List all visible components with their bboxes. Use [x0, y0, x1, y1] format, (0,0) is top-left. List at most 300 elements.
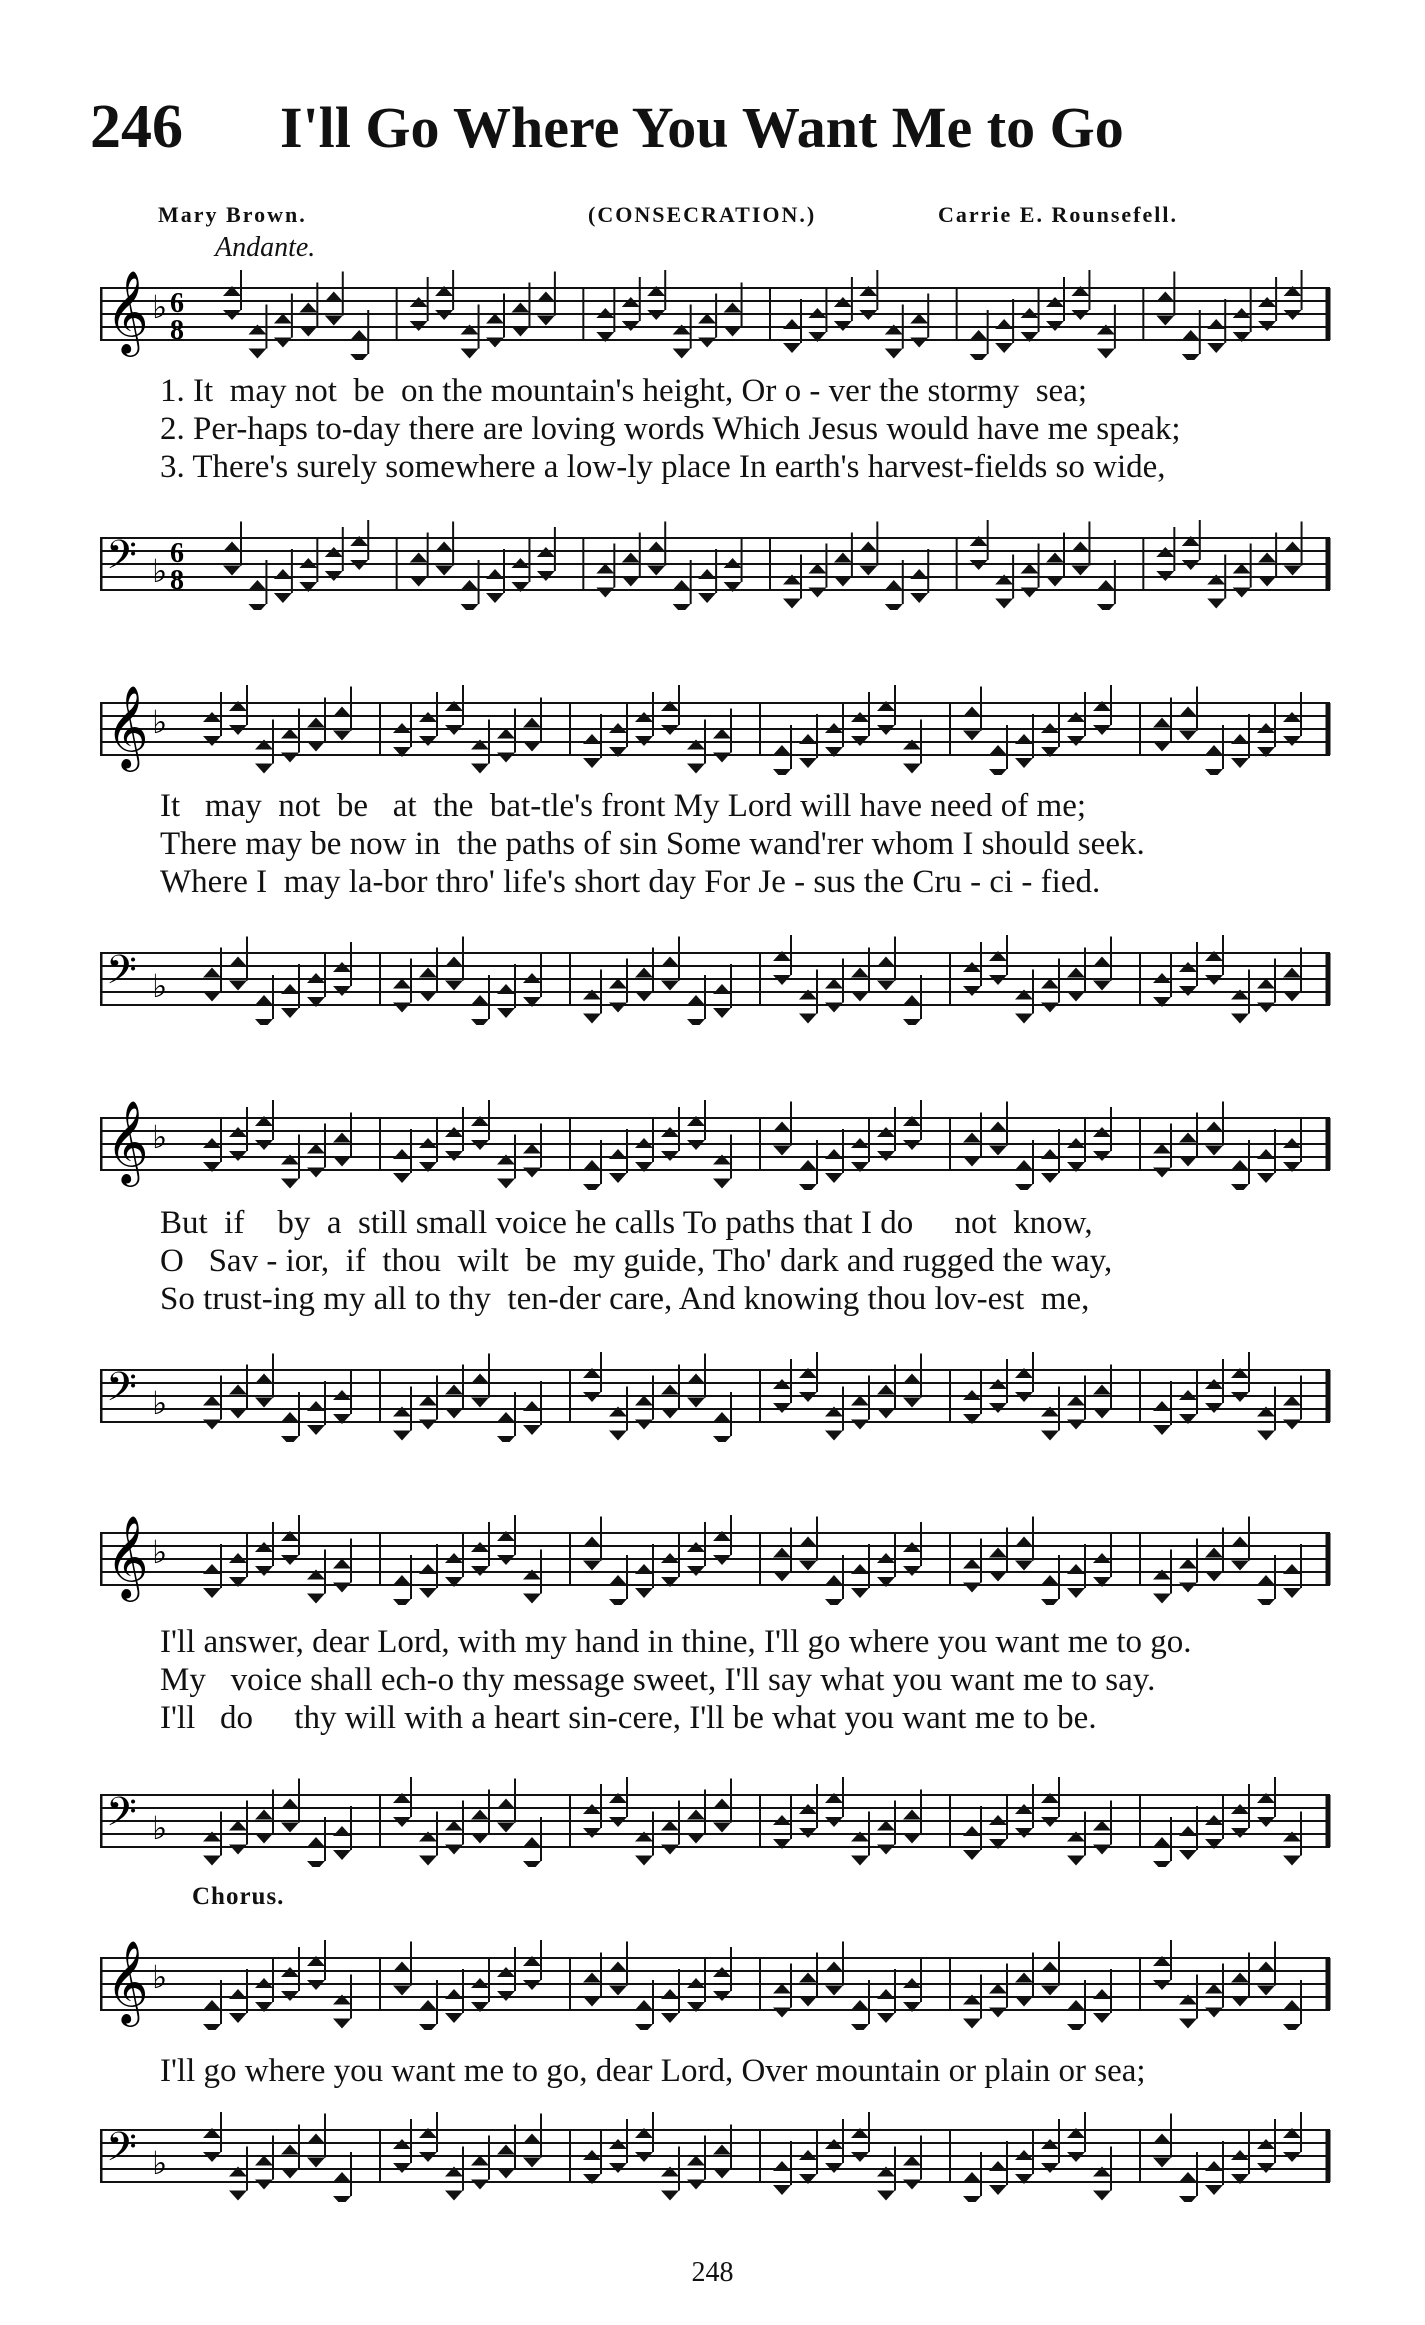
- time-signature-denominator: 8: [170, 565, 184, 596]
- note-head: [1093, 1385, 1111, 1395]
- note-head: [255, 1834, 273, 1844]
- note-head: [989, 769, 1007, 775]
- note-head: [1205, 2161, 1223, 2171]
- note-head: [471, 1398, 489, 1408]
- note-head: [859, 542, 877, 552]
- bass-staff: [100, 2112, 1340, 2202]
- note-head: [963, 1157, 981, 1167]
- note-head: [445, 1409, 463, 1419]
- note-head: [903, 764, 921, 774]
- note-head: [596, 588, 614, 598]
- note-head: [523, 1861, 541, 1867]
- note-head: [497, 1436, 515, 1442]
- note-head: [1179, 1157, 1197, 1167]
- note-head: [1258, 553, 1276, 563]
- note-head: [687, 2180, 705, 2190]
- note-head: [1153, 742, 1171, 752]
- key-signature-flat-icon: ♭: [152, 1118, 168, 1156]
- note-head: [1015, 1997, 1033, 2007]
- note-head: [471, 1810, 489, 1820]
- lyric-verse-2: 2. Per-haps to-day there are loving words Which Jesus would have me speak;: [160, 411, 1181, 447]
- lyrics-block: [160, 372, 1340, 486]
- note-head: [773, 1122, 791, 1132]
- note-head: [350, 330, 368, 340]
- note-head: [989, 1572, 1007, 1582]
- tune-name: (CONSECRATION.): [588, 202, 817, 227]
- note-head: [635, 1588, 653, 1598]
- note-head: [203, 1564, 221, 1574]
- note-head: [523, 1837, 541, 1847]
- note-head: [903, 995, 921, 1005]
- note-head: [851, 2000, 869, 2010]
- note-head: [773, 769, 791, 775]
- note-head: [1093, 981, 1111, 991]
- note-head: [307, 1425, 325, 1435]
- note-head: [661, 1409, 679, 1419]
- bass-staff: [100, 935, 1340, 1025]
- note-head: [333, 1157, 351, 1167]
- note-head: [1015, 1014, 1033, 1024]
- note-head: [1041, 1962, 1059, 1972]
- note-head: [203, 1420, 221, 1430]
- note-head: [1179, 1850, 1197, 1860]
- note-head: [497, 984, 515, 994]
- note-head: [713, 984, 731, 994]
- note-head: [963, 2196, 981, 2202]
- note-head: [609, 1599, 627, 1605]
- note-head: [229, 957, 247, 967]
- note-head: [203, 992, 221, 1002]
- note-head: [851, 1564, 869, 1574]
- note-head: [523, 718, 541, 728]
- note-head: [281, 2145, 299, 2155]
- note-head: [255, 2180, 273, 2190]
- note-head: [1093, 2191, 1111, 2201]
- note-head: [461, 604, 479, 610]
- note-head: [903, 2180, 921, 2190]
- note-head: [229, 1385, 247, 1395]
- note-head: [609, 1431, 627, 1441]
- note-head: [255, 764, 273, 774]
- note-head: [393, 1431, 411, 1441]
- key-signature-flat-icon: ♭: [152, 1958, 168, 1996]
- tempo-marking: Andante.: [215, 232, 316, 263]
- note-head: [419, 968, 437, 978]
- note-head: [903, 1834, 921, 1844]
- note-head: [1093, 1989, 1111, 1999]
- note-head: [1207, 319, 1225, 329]
- note-head: [713, 753, 731, 763]
- note-head: [255, 1398, 273, 1408]
- note-head: [1015, 734, 1033, 744]
- note-head: [661, 957, 679, 967]
- note-head: [673, 580, 691, 590]
- note-head: [1205, 1548, 1223, 1558]
- page-number: 248: [691, 2257, 734, 2288]
- key-signature-flat-icon: ♭: [152, 1533, 168, 1571]
- note-head: [281, 1179, 299, 1189]
- note-head: [963, 1826, 981, 1836]
- treble-staff: [100, 685, 1340, 775]
- note-head: [851, 1588, 869, 1598]
- note-head: [1067, 2000, 1085, 2010]
- note-head: [687, 1019, 705, 1025]
- key-signature-flat-icon: ♭: [152, 703, 168, 741]
- bass-clef-icon: 𝄢: [106, 532, 137, 588]
- note-head: [1067, 992, 1085, 1002]
- note-head: [1041, 1149, 1059, 1159]
- note-head: [1257, 1173, 1275, 1183]
- note-head: [1257, 1986, 1275, 1996]
- note-head: [989, 2161, 1007, 2171]
- note-head: [1041, 1575, 1059, 1585]
- note-head: [698, 338, 716, 348]
- note-head: [1284, 566, 1302, 576]
- note-head: [583, 758, 601, 768]
- note-head: [609, 1962, 627, 1972]
- note-head: [333, 1826, 351, 1836]
- note-head: [1067, 1588, 1085, 1598]
- note-head: [333, 1850, 351, 1860]
- note-head: [773, 2185, 791, 2195]
- note-head: [661, 2191, 679, 2201]
- treble-staff: [100, 270, 1340, 360]
- note-head: [523, 1594, 541, 1604]
- note-head: [333, 2172, 351, 2182]
- note-head: [1093, 1409, 1111, 1419]
- note-head: [1283, 2024, 1301, 2030]
- note-head: [1153, 1401, 1171, 1411]
- note-head: [393, 1986, 411, 1996]
- note-head: [989, 1122, 1007, 1132]
- note-head: [583, 1014, 601, 1024]
- note-head: [1205, 2185, 1223, 2195]
- note-head: [635, 2024, 653, 2030]
- note-head: [445, 2013, 463, 2023]
- note-head: [1283, 1564, 1301, 1574]
- note-head: [698, 593, 716, 603]
- note-head: [687, 995, 705, 1005]
- note-head: [687, 1810, 705, 1820]
- note-head: [1067, 968, 1085, 978]
- note-head: [1179, 2019, 1197, 2029]
- note-head: [724, 327, 742, 337]
- note-head: [877, 1845, 895, 1855]
- note-head: [1257, 1149, 1275, 1159]
- note-head: [1097, 349, 1115, 359]
- note-head: [963, 1583, 981, 1593]
- note-head: [903, 1019, 921, 1025]
- treble-clef-icon: 𝄞: [106, 1100, 149, 1183]
- note-head: [834, 577, 852, 587]
- key-signature-flat-icon: ♭: [152, 2144, 168, 2182]
- note-head: [1067, 1420, 1085, 1430]
- note-head: [307, 2158, 325, 2168]
- lyric-verse-1: 1. It may not be on the mountain's height, Or o - ver the stormy sea;: [160, 373, 1088, 409]
- note-head: [1093, 2013, 1111, 2023]
- note-head: [687, 764, 705, 774]
- note-head: [635, 1420, 653, 1430]
- note-head: [223, 542, 241, 552]
- note-head: [687, 1398, 705, 1408]
- note-head: [713, 1436, 731, 1442]
- note-head: [419, 1856, 437, 1866]
- note-head: [523, 2158, 541, 2168]
- note-head: [825, 1173, 843, 1183]
- note-head: [229, 2191, 247, 2201]
- note-head: [661, 2013, 679, 2023]
- note-head: [713, 1412, 731, 1422]
- note-head: [393, 1962, 411, 1972]
- lyric-verse-2: There may be now in the paths of sin Some wand'rer whom I should seek.: [160, 826, 1145, 862]
- note-head: [229, 2013, 247, 2023]
- lyrics-block: [160, 1623, 1340, 1737]
- note-head: [1015, 1973, 1033, 1983]
- note-head: [1231, 734, 1249, 744]
- note-head: [255, 1810, 273, 1820]
- bass-staff: [100, 520, 1340, 610]
- note-head: [877, 1989, 895, 1999]
- note-head: [229, 1409, 247, 1419]
- note-head: [333, 1583, 351, 1593]
- note-head: [1179, 2196, 1197, 2202]
- note-head: [299, 327, 317, 337]
- key-signature-flat-icon: ♭: [152, 552, 168, 590]
- note-head: [203, 2024, 221, 2030]
- note-head: [497, 2169, 515, 2179]
- note-head: [799, 734, 817, 744]
- note-head: [307, 2134, 325, 2144]
- note-head: [609, 1986, 627, 1996]
- note-head: [970, 354, 988, 360]
- note-head: [799, 758, 817, 768]
- note-head: [1231, 1997, 1249, 2007]
- note-head: [511, 303, 529, 313]
- note-head: [229, 1845, 247, 1855]
- note-head: [1015, 1184, 1033, 1190]
- note-head: [635, 1856, 653, 1866]
- note-head: [713, 1799, 731, 1809]
- note-head: [773, 2008, 791, 2018]
- hymn-header: [90, 92, 1335, 172]
- note-head: [445, 2191, 463, 2201]
- note-head: [1071, 566, 1089, 576]
- note-head: [995, 343, 1013, 353]
- note-head: [673, 604, 691, 610]
- note-head: [1231, 1537, 1249, 1547]
- lyric-verse-2: My voice shall ech-o thy message sweet, I'll say what you want me to say.: [160, 1662, 1156, 1698]
- note-head: [229, 981, 247, 991]
- note-head: [583, 1537, 601, 1547]
- note-head: [281, 1799, 299, 1809]
- lyric-chorus: I'll go where you want me to go, dear Lord, Over mountain or plain or sea;: [160, 2053, 1146, 2089]
- note-head: [410, 553, 428, 563]
- note-head: [1205, 769, 1223, 775]
- note-head: [1257, 1003, 1275, 1013]
- note-head: [1283, 1420, 1301, 1430]
- note-head: [1283, 992, 1301, 1002]
- note-head: [333, 2019, 351, 2029]
- note-head: [1097, 580, 1115, 590]
- note-head: [1182, 354, 1200, 360]
- note-head: [445, 981, 463, 991]
- key-signature-flat-icon: ♭: [152, 1384, 168, 1422]
- note-head: [497, 1799, 515, 1809]
- note-head: [1231, 1184, 1249, 1190]
- note-head: [1153, 1168, 1171, 1178]
- treble-clef-icon: 𝄞: [106, 270, 149, 353]
- note-head: [1153, 2134, 1171, 2144]
- note-head: [1179, 731, 1197, 741]
- note-head: [609, 1149, 627, 1159]
- note-head: [851, 1856, 869, 1866]
- note-head: [1153, 1837, 1171, 1847]
- note-head: [713, 2145, 731, 2155]
- note-head: [281, 2169, 299, 2179]
- note-head: [609, 1173, 627, 1183]
- bass-clef-icon: 𝄢: [106, 2124, 137, 2180]
- note-head: [1179, 1826, 1197, 1836]
- note-head: [1156, 292, 1174, 302]
- treble-clef-icon: 𝄞: [106, 685, 149, 768]
- note-head: [1041, 1003, 1059, 1013]
- note-head: [724, 303, 742, 313]
- note-head: [1179, 2172, 1197, 2182]
- note-head: [647, 566, 665, 576]
- note-head: [773, 1146, 791, 1156]
- note-head: [307, 1168, 325, 1178]
- note-head: [248, 349, 266, 359]
- note-head: [1182, 330, 1200, 340]
- note-head: [1283, 2000, 1301, 2010]
- note-head: [255, 1374, 273, 1384]
- treble-clef-icon: 𝄞: [106, 1515, 149, 1598]
- note-head: [1153, 1594, 1171, 1604]
- note-head: [1257, 1599, 1275, 1605]
- note-head: [635, 968, 653, 978]
- bass-staff: [100, 1352, 1340, 1442]
- time-signature-denominator: 8: [170, 315, 184, 346]
- note-head: [523, 742, 541, 752]
- lyric-verse-1: But if by a still small voice he calls To paths that I do not know,: [160, 1205, 1093, 1241]
- note-head: [970, 330, 988, 340]
- note-head: [445, 1989, 463, 1999]
- note-head: [461, 349, 479, 359]
- note-head: [773, 2161, 791, 2171]
- note-head: [1015, 1561, 1033, 1571]
- note-head: [799, 1537, 817, 1547]
- note-head: [486, 593, 504, 603]
- note-head: [910, 569, 928, 579]
- note-head: [461, 580, 479, 590]
- note-head: [609, 1003, 627, 1013]
- note-head: [393, 1003, 411, 1013]
- note-head: [1233, 588, 1251, 598]
- note-head: [410, 577, 428, 587]
- note-head: [825, 1962, 843, 1972]
- note-head: [1257, 1575, 1275, 1585]
- note-head: [1207, 599, 1225, 609]
- note-head: [1041, 1986, 1059, 1996]
- note-head: [435, 566, 453, 576]
- note-head: [1153, 1425, 1171, 1435]
- note-head: [885, 604, 903, 610]
- note-head: [877, 981, 895, 991]
- note-head: [203, 1588, 221, 1598]
- note-head: [1015, 1537, 1033, 1547]
- note-head: [1257, 1431, 1275, 1441]
- note-head: [799, 1973, 817, 1983]
- note-head: [713, 1823, 731, 1833]
- note-head: [419, 1420, 437, 1430]
- note-head: [583, 1184, 601, 1190]
- note-head: [1205, 1146, 1223, 1156]
- chorus-label: Chorus.: [192, 1883, 285, 1910]
- note-head: [274, 338, 292, 348]
- note-head: [445, 957, 463, 967]
- note-head: [537, 292, 555, 302]
- note-head: [471, 1834, 489, 1844]
- note-head: [471, 764, 489, 774]
- lyrics-block: [160, 2052, 1340, 2090]
- note-head: [885, 580, 903, 590]
- note-head: [885, 349, 903, 359]
- note-head: [1257, 1962, 1275, 1972]
- note-head: [333, 731, 351, 741]
- note-head: [799, 1160, 817, 1170]
- note-head: [419, 1564, 437, 1574]
- note-head: [281, 1823, 299, 1833]
- note-head: [325, 316, 343, 326]
- note-head: [825, 1431, 843, 1441]
- note-head: [1015, 758, 1033, 768]
- bass-clef-icon: 𝄢: [106, 947, 137, 1003]
- note-head: [1283, 1588, 1301, 1598]
- note-head: [799, 1997, 817, 2007]
- note-head: [799, 1561, 817, 1571]
- note-head: [248, 604, 266, 610]
- note-head: [325, 292, 343, 302]
- note-head: [1179, 707, 1197, 717]
- note-head: [307, 1401, 325, 1411]
- note-head: [350, 354, 368, 360]
- note-head: [963, 2019, 981, 2029]
- lyric-verse-1: I'll answer, dear Lord, with my hand in thine, I'll go where you want me to go.: [160, 1624, 1192, 1660]
- note-head: [609, 1575, 627, 1585]
- note-head: [1153, 2158, 1171, 2168]
- note-head: [713, 2169, 731, 2179]
- note-head: [877, 2191, 895, 2201]
- note-head: [1283, 968, 1301, 978]
- note-head: [333, 2196, 351, 2202]
- note-head: [1231, 1973, 1249, 1983]
- note-head: [773, 745, 791, 755]
- note-head: [963, 2172, 981, 2182]
- note-head: [471, 995, 489, 1005]
- lyric-verse-3: 3. There's surely somewhere a low-ly place In earth's harvest-fields so wide,: [160, 449, 1166, 485]
- note-head: [583, 1973, 601, 1983]
- note-head: [995, 319, 1013, 329]
- note-head: [1046, 577, 1064, 587]
- note-head: [851, 968, 869, 978]
- note-head: [1067, 1856, 1085, 1866]
- note-head: [471, 2180, 489, 2190]
- treble-staff: [100, 1100, 1340, 1190]
- note-head: [281, 1436, 299, 1442]
- note-head: [419, 2000, 437, 2010]
- note-head: [903, 1374, 921, 1384]
- note-head: [783, 319, 801, 329]
